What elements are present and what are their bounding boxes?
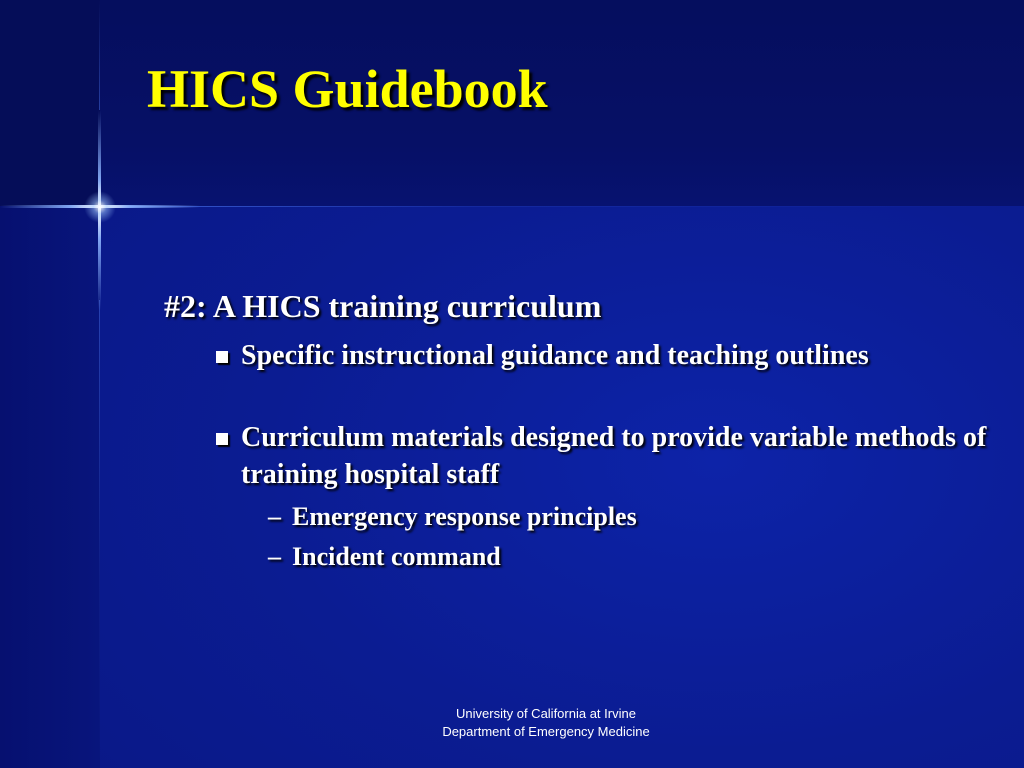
square-bullet-icon — [216, 433, 228, 445]
dash-bullet: – — [268, 542, 281, 571]
slide-title: HICS Guidebook — [147, 59, 548, 119]
bullet-text: Curriculum materials designed to provide variable methods of training hospital staff — [241, 422, 987, 490]
sub-bullet-item — [268, 540, 501, 574]
footer-department: Department of Emergency Medicine — [442, 724, 650, 739]
bullet-text: Specific instructional guidance and teaching outlines — [241, 340, 869, 371]
footer-institution: University of California at Irvine — [456, 706, 636, 721]
dash-bullet: – — [268, 502, 281, 531]
bullet-item — [216, 419, 1006, 493]
bullet-item — [216, 337, 1006, 374]
slide-footer — [346, 705, 746, 741]
sub-bullet-text: Emergency response principles — [292, 502, 637, 531]
sub-bullet-text: Incident command — [292, 542, 501, 571]
square-bullet-icon — [216, 351, 228, 363]
sub-bullet-item — [268, 500, 637, 534]
section-heading: #2: A HICS training curriculum — [164, 288, 602, 324]
